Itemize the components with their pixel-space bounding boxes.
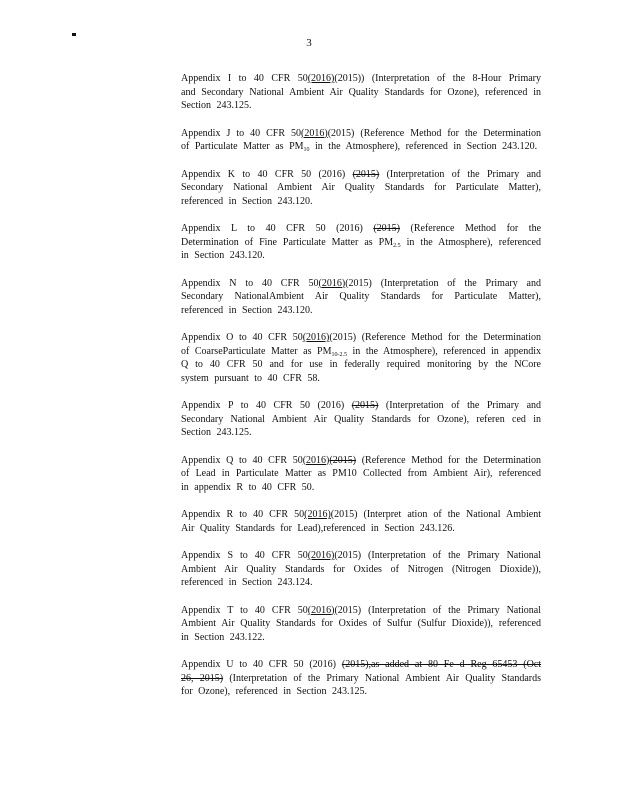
page-number: 3 [306,37,312,49]
appendix-entry [181,508,541,535]
appendix-entry [181,604,541,645]
entry-text: (Reference Method for the Determination of Lead in Particulate Matter as PM10 Collected from Ambient Air), referenced in appendix R to 40 CFR 50. [181,454,541,493]
deleted-text: (2015) [329,454,357,466]
entry-text: (2015) (Interpret ation of the National Ambient Air Quality Standards for Lead),referenced in Section 243.126. [181,509,541,534]
margin-bullet-mark [72,33,76,36]
entry-text: Appendix O to 40 CFR 50 [181,332,303,343]
entry-text: (Interpretation of the Primary and Secondary National Ambient Air Quality Standards for Particulate Matter), referenced in Section 243.120. [181,168,542,207]
entry-text: Appendix J to 40 CFR 50 [181,127,302,139]
inserted-text: (2016) [307,73,335,84]
entry-text: Appendix L to 40 CFR 50 (2016) [181,223,374,234]
entry-text: (2015) (Interpretation of the Primary and Secondary NationalAmbient Air Quality Standards for Particulate Matter), referenced in Section 243.120. [181,277,541,316]
entry-text: (Interpretation of the Primary and Secondary National Ambient Air Quality Standards for Ozone), referen ced in Section 243.125. [181,400,542,438]
appendix-entry [181,222,541,263]
entry-text: Appendix U to 40 CFR 50 (2016) [181,659,342,670]
entry-text: Appendix S to 40 CFR 50 [181,550,308,561]
entry-text: (2015) (Reference Method for the Determination of Particulate Matter as PM [181,127,541,152]
appendix-entry [181,658,541,699]
pm-subscript: 2.5 [393,242,401,249]
entry-text: Appendix P to 40 CFR 50 (2016) [181,400,352,411]
inserted-text: (2016) [318,277,346,289]
deleted-text: (2015) [352,168,380,180]
pm-subscript: 10 [303,147,310,153]
entry-text: Appendix N to 40 CFR 50 [181,277,319,289]
pm-subscript: 10-2.5 [331,351,347,358]
deleted-text: (2015) [351,400,379,411]
appendix-entry [181,331,541,385]
entry-text: in the Atmosphere), referenced in Section 243.120. [309,141,538,152]
entry-text: (2015)) (Interpretation of the 8-Hour Primary and Secondary National Ambient Air Quality Standards for Ozone), referenced in Section 243.125. [181,73,542,111]
entry-text: in the Atmosphere), referenced in appendix Q to 40 CFR 50 and for use in federally required monitoring by the NCore system pursuant to 40 CFR 58. [181,345,541,384]
entry-text: (2015) (Interpretation of the Primary National Ambient Air Quality Standards for Oxides of Nitrogen (Nitrogen Dioxide)), referenced in Section 243.124. [181,550,541,588]
inserted-text: (2016) [302,454,330,466]
appendix-entry [181,399,541,440]
appendix-entry [181,168,541,209]
appendix-entry [181,127,541,154]
entry-text: Appendix K to 40 CFR 50 (2016) [181,168,353,180]
entry-text: (2015) (Reference Method for the Determination of CoarseParticulate Matter as PM [181,332,541,357]
appendix-entry [181,549,541,590]
entry-text: (Reference Method for the Determination of Fine Particulate Matter as PM [181,223,542,248]
entry-text: Appendix I to 40 CFR 50 [181,73,308,84]
appendix-entry [181,72,541,113]
inserted-text: (2016) [307,604,335,616]
inserted-text: (2016) [301,127,328,139]
entry-text: Appendix T to 40 CFR 50 [181,604,308,616]
entry-text: in the Atmosphere), referenced in Section 243.120. [181,236,541,261]
inserted-text: (2016) [307,550,335,561]
deleted-text: (2015),as added at 80 Fe d Reg 65453 (Oct 26, 2015) [181,659,542,684]
appendix-entry [181,277,541,318]
inserted-text: (2016) [302,332,330,343]
entry-text: (2015) (Interpretation of the Primary National Ambient Air Quality Standards for Oxides of Sulfur (Sulfur Dioxide)), referenced in Section 243.122. [181,604,541,643]
entry-text: (Interpretation of the Primary National Ambient Air Quality Standards for Ozone), referenced in Section 243.125. [181,672,541,697]
appendix-list [181,72,541,713]
appendix-entry [181,454,541,495]
inserted-text: (2016) [304,509,331,520]
entry-text: Appendix Q to 40 CFR 50 [181,454,303,466]
deleted-text: (2015) [373,223,400,234]
entry-text: Appendix R to 40 CFR 50 [181,509,305,520]
